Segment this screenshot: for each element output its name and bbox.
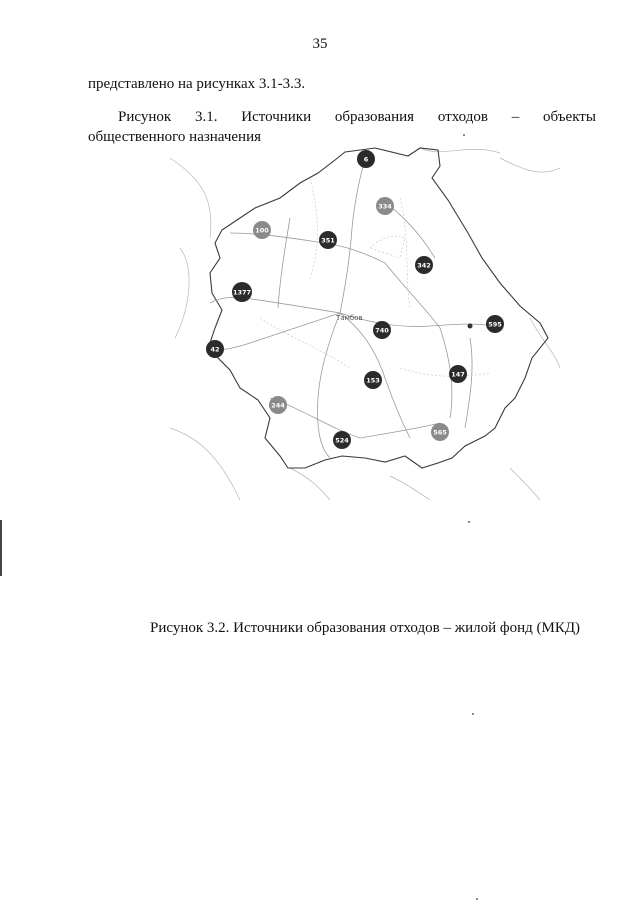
marker-label: 524: [335, 436, 349, 445]
map-marker[interactable]: [486, 315, 504, 333]
map-marker[interactable]: [376, 197, 394, 215]
scan-speck: [468, 521, 470, 523]
scan-speck: [472, 713, 474, 715]
caption-word: Рисунок: [118, 109, 172, 125]
map-marker[interactable]: [253, 221, 271, 239]
marker-label: 42: [210, 345, 220, 354]
marker-label: 6: [363, 155, 369, 164]
intro-text: представлено на рисунках 3.1-3.3.: [88, 76, 306, 92]
district-boundaries: [260, 178, 490, 376]
caption-word: отходов: [437, 109, 488, 125]
roads: [210, 155, 495, 458]
marker-label: 244: [271, 401, 285, 410]
marker-label: 565: [433, 428, 447, 437]
marker-label: 351: [321, 236, 335, 245]
marker-label: 342: [417, 261, 431, 270]
marker-label: 740: [375, 326, 389, 335]
map-marker[interactable]: [357, 150, 375, 168]
caption-word: Источники: [241, 109, 312, 125]
marker-label: 1377: [232, 288, 252, 297]
figure-2-caption: Рисунок 3.2. Источники образования отходов – жилой фонд (МКД): [150, 620, 581, 636]
figure-1-caption-line-1: [88, 107, 596, 127]
caption-word: образования: [334, 109, 415, 125]
map-marker[interactable]: [449, 365, 467, 383]
map-marker[interactable]: [364, 371, 382, 389]
caption-word: объекты: [543, 109, 596, 125]
city-label-tambov: Тамбов: [336, 314, 363, 322]
marker-label: 153: [366, 376, 380, 385]
town-dot: [468, 324, 473, 329]
scan-speck: [476, 898, 478, 900]
figure-1-caption-line-2: общественного назначения: [88, 129, 262, 145]
map-marker[interactable]: [206, 340, 224, 358]
region-map: [170, 138, 560, 500]
marker-label: 100: [255, 226, 269, 235]
map-marker[interactable]: [415, 256, 433, 274]
map-marker[interactable]: [333, 431, 351, 449]
scan-speck: [463, 134, 465, 136]
page-number: 35: [312, 36, 328, 52]
caption-word: –: [511, 109, 520, 125]
map-marker[interactable]: [319, 231, 337, 249]
map-markers: [206, 150, 504, 449]
region-border: [210, 148, 548, 468]
caption-word: 3.1.: [194, 109, 218, 125]
map-marker[interactable]: [431, 423, 449, 441]
marker-label: 334: [378, 202, 392, 211]
marker-label: 147: [451, 370, 465, 379]
map-marker[interactable]: [373, 321, 391, 339]
marker-label: 595: [488, 320, 502, 329]
map-marker[interactable]: [232, 282, 252, 302]
scan-margin-mark: [0, 520, 2, 576]
map-marker[interactable]: [269, 396, 287, 414]
